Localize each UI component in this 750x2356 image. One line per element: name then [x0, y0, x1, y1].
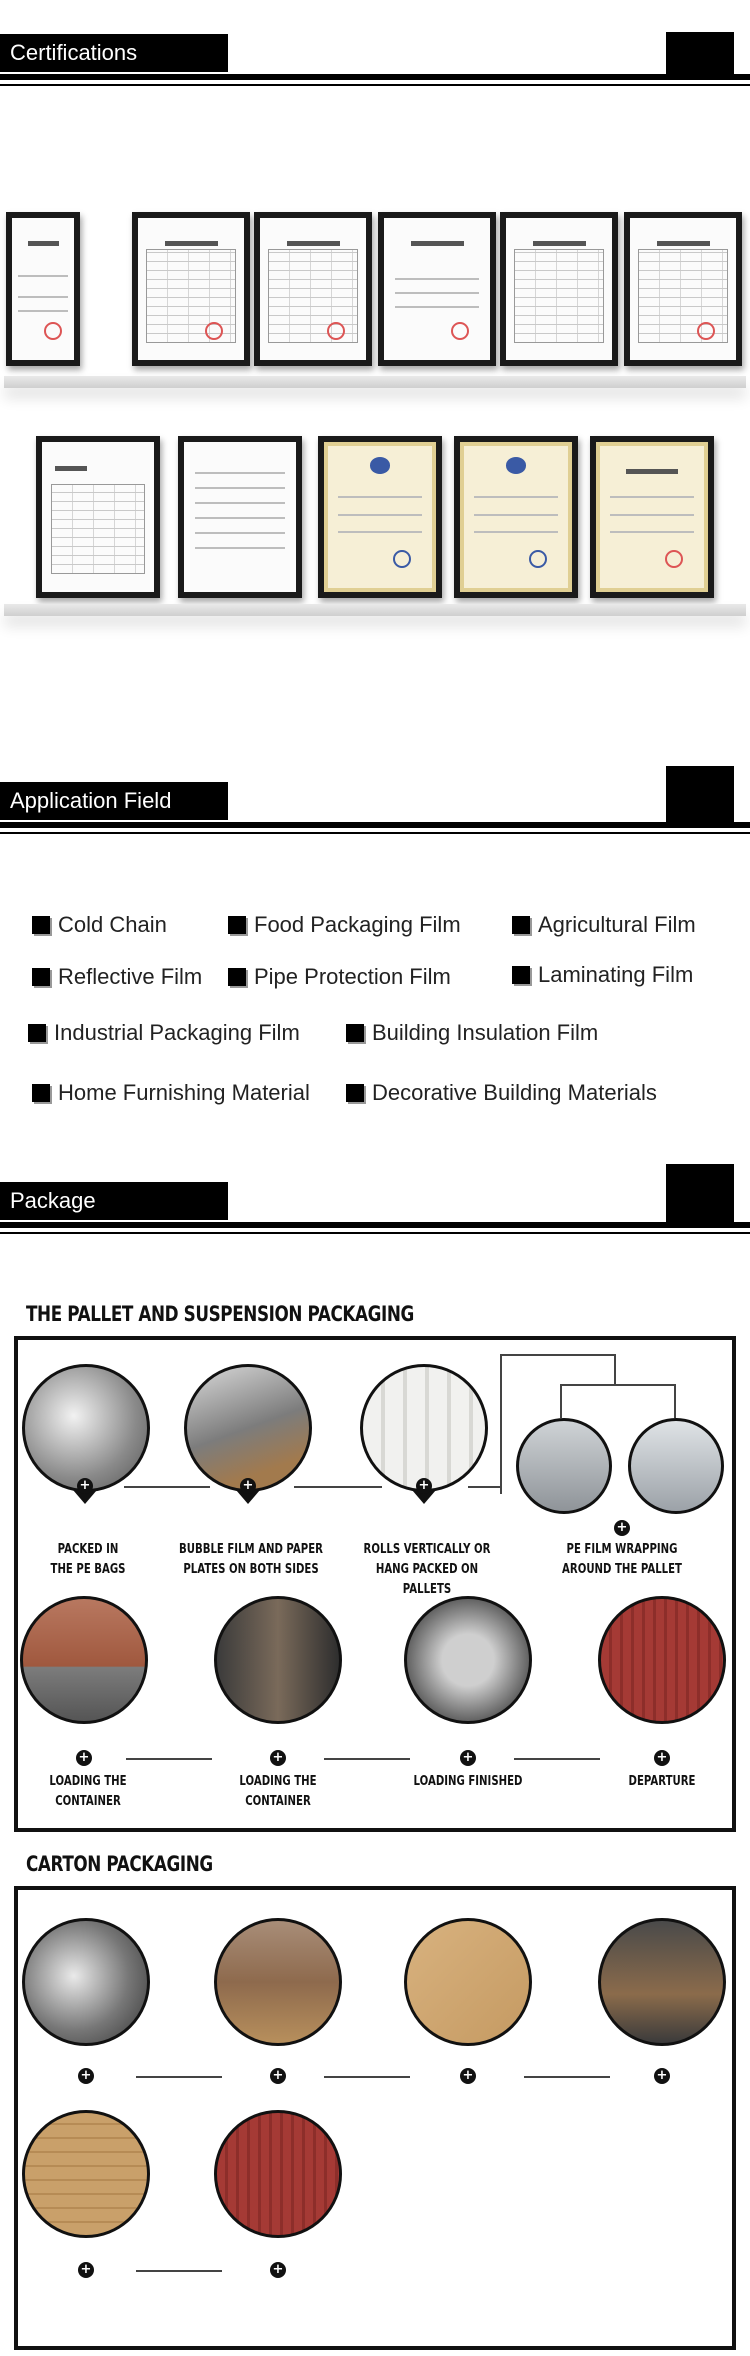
checkbox-icon	[32, 1084, 50, 1102]
divider	[0, 822, 750, 828]
section-title: Certifications	[0, 34, 228, 72]
divider	[0, 832, 750, 834]
connector-line	[124, 1486, 210, 1488]
connector-line	[126, 1758, 212, 1760]
certificate-frame	[36, 436, 160, 598]
step-caption: LOADING FINISHED	[413, 1774, 523, 1789]
plus-icon: +	[77, 1478, 93, 1494]
carton-packing-image	[214, 1918, 342, 2046]
checkbox-icon	[32, 968, 50, 986]
application-item: Laminating Film	[512, 962, 693, 988]
pallet-title: THE PALLET AND SUSPENSION PACKAGING	[26, 1302, 414, 1326]
rolls-on-pallets-image	[360, 1364, 488, 1492]
plus-icon: +	[460, 2068, 476, 2084]
checkbox-icon	[228, 968, 246, 986]
packed-pe-bags-image	[22, 1364, 150, 1492]
carton-box-image	[404, 1918, 532, 2046]
checkbox-icon	[32, 916, 50, 934]
connector-line	[560, 1384, 562, 1418]
certificate-frame	[318, 436, 442, 598]
plus-icon: +	[614, 1520, 630, 1536]
step-caption: ROLLS VERTICALLY OR HANG PACKED ON PALLETS	[363, 1542, 491, 1597]
connector-line	[136, 2270, 222, 2272]
plus-icon: +	[76, 1750, 92, 1766]
plus-icon: +	[78, 2068, 94, 2084]
certificate-frame	[132, 212, 250, 366]
carton-diagram	[14, 1886, 736, 2350]
certificate-frame	[624, 212, 742, 366]
plus-icon: +	[240, 1478, 256, 1494]
carton-loading-image	[598, 1918, 726, 2046]
step-caption: LOADING THE CONTAINER	[49, 1774, 127, 1809]
section-title: Package	[0, 1182, 228, 1220]
plus-icon: +	[654, 2068, 670, 2084]
connector-line	[324, 2076, 410, 2078]
divider	[0, 84, 750, 86]
pallet-diagram	[14, 1336, 736, 1832]
application-item: Reflective Film	[32, 964, 202, 990]
container-loading-image	[214, 1596, 342, 1724]
connector-line	[614, 1354, 616, 1384]
departure-container-image	[598, 1596, 726, 1724]
application-item: Agricultural Film	[512, 912, 696, 938]
step-caption: PE FILM WRAPPING AROUND THE PALLET	[562, 1542, 682, 1577]
section-title: Application Field	[0, 782, 228, 820]
connector-line	[500, 1354, 502, 1494]
plus-icon: +	[460, 1750, 476, 1766]
shelf	[4, 376, 746, 388]
checkbox-icon	[28, 1024, 46, 1042]
forklift-loading-image	[20, 1596, 148, 1724]
application-item: Decorative Building Materials	[346, 1080, 657, 1106]
plus-icon: +	[654, 1750, 670, 1766]
container-image	[214, 2110, 342, 2238]
carton-title: CARTON PACKAGING	[26, 1852, 213, 1876]
connector-line	[674, 1384, 676, 1418]
plus-icon: +	[270, 2262, 286, 2278]
pe-film-wrapped-pallet-image	[628, 1418, 724, 1514]
connector-line	[514, 1758, 600, 1760]
checkbox-icon	[512, 916, 530, 934]
application-item: Building Insulation Film	[346, 1020, 598, 1046]
decor-square	[666, 766, 734, 828]
certificate-frame	[590, 436, 714, 598]
step-caption: PACKED IN THE PE BAGS	[50, 1542, 126, 1577]
divider	[0, 1222, 750, 1228]
checkbox-icon	[512, 966, 530, 984]
connector-line	[324, 1758, 410, 1760]
connector-line	[468, 1486, 502, 1488]
plus-icon: +	[78, 2262, 94, 2278]
application-header	[0, 782, 750, 838]
step-caption: LOADING THE CONTAINER	[239, 1774, 317, 1809]
loading-finished-image	[404, 1596, 532, 1724]
checkbox-icon	[228, 916, 246, 934]
divider	[0, 74, 750, 80]
step-caption: DEPARTURE	[628, 1774, 696, 1789]
shelf	[4, 604, 746, 616]
connector-line	[560, 1384, 674, 1386]
certificate-frame	[6, 212, 80, 366]
decor-square	[666, 32, 734, 80]
certificate-frame	[254, 212, 372, 366]
application-item: Food Packaging Film	[228, 912, 461, 938]
checkbox-icon	[346, 1024, 364, 1042]
plus-icon: +	[416, 1478, 432, 1494]
application-item: Cold Chain	[32, 912, 167, 938]
certificate-frame	[454, 436, 578, 598]
application-item: Home Furnishing Material	[32, 1080, 310, 1106]
certificate-frame	[178, 436, 302, 598]
plus-icon: +	[270, 1750, 286, 1766]
checkbox-icon	[346, 1084, 364, 1102]
film-roll-image	[22, 1918, 150, 2046]
step-caption: BUBBLE FILM AND PAPER PLATES ON BOTH SIDES	[179, 1542, 323, 1577]
certificate-frame	[500, 212, 618, 366]
certifications-header	[0, 34, 750, 90]
connector-line	[294, 1486, 382, 1488]
decor-square	[666, 1164, 734, 1228]
package-header	[0, 1182, 750, 1238]
connector-line	[524, 2076, 610, 2078]
connector-line	[500, 1354, 616, 1356]
application-item: Pipe Protection Film	[228, 964, 451, 990]
stacked-cartons-image	[22, 2110, 150, 2238]
divider	[0, 1232, 750, 1234]
pe-film-wrapped-pallet-image	[516, 1418, 612, 1514]
certificate-frame	[378, 212, 496, 366]
bubble-film-image	[184, 1364, 312, 1492]
plus-icon: +	[270, 2068, 286, 2084]
application-item: Industrial Packaging Film	[28, 1020, 300, 1046]
connector-line	[136, 2076, 222, 2078]
